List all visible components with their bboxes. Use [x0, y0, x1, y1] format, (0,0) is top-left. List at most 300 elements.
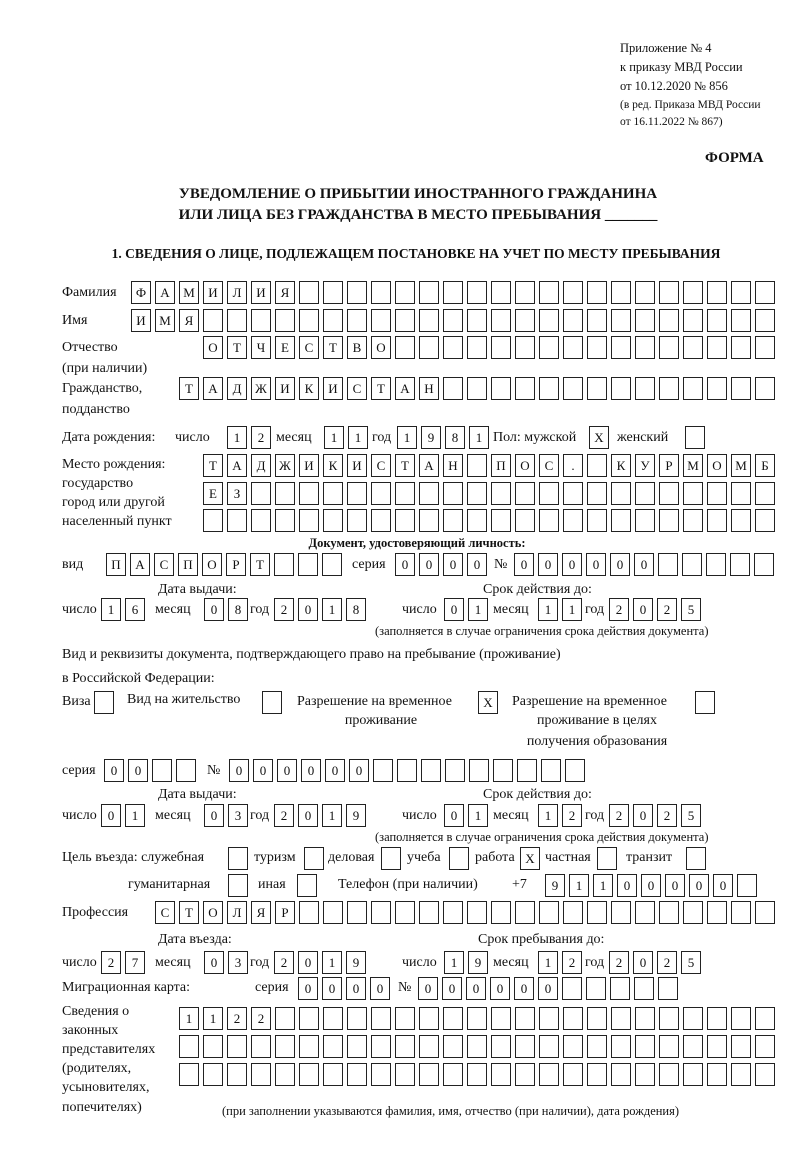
- char-cell[interactable]: [635, 377, 655, 400]
- char-cell[interactable]: [443, 1063, 463, 1086]
- char-cell[interactable]: [731, 1007, 751, 1030]
- checkbox-cell[interactable]: [686, 847, 706, 870]
- char-cell[interactable]: 0: [634, 553, 654, 576]
- char-cell[interactable]: [251, 1035, 271, 1058]
- char-cell[interactable]: [443, 482, 463, 505]
- char-cell[interactable]: 0: [349, 759, 369, 782]
- char-cell[interactable]: [707, 482, 727, 505]
- char-cell[interactable]: [659, 482, 679, 505]
- char-cell[interactable]: [419, 1063, 439, 1086]
- char-cell[interactable]: [587, 377, 607, 400]
- char-cell[interactable]: 0: [204, 804, 224, 827]
- char-cell[interactable]: [395, 336, 415, 359]
- char-cell[interactable]: 1: [468, 598, 488, 621]
- char-cell[interactable]: 1: [397, 426, 417, 449]
- char-cell[interactable]: [754, 553, 774, 576]
- char-cell[interactable]: [737, 874, 757, 897]
- char-cell[interactable]: А: [419, 454, 439, 477]
- char-cell[interactable]: 1: [101, 598, 121, 621]
- char-cell[interactable]: И: [347, 454, 367, 477]
- char-cell[interactable]: [683, 1007, 703, 1030]
- char-cell[interactable]: 0: [204, 598, 224, 621]
- char-cell[interactable]: 1: [538, 804, 558, 827]
- char-cell[interactable]: [707, 281, 727, 304]
- char-cell[interactable]: С: [371, 454, 391, 477]
- char-cell[interactable]: 0: [395, 553, 415, 576]
- char-cell[interactable]: 9: [346, 951, 366, 974]
- char-cell[interactable]: [611, 377, 631, 400]
- char-cell[interactable]: [515, 1007, 535, 1030]
- char-cell[interactable]: 2: [657, 598, 677, 621]
- char-cell[interactable]: 1: [562, 598, 582, 621]
- char-cell[interactable]: В: [347, 336, 367, 359]
- char-cell[interactable]: [493, 759, 513, 782]
- char-cell[interactable]: [587, 309, 607, 332]
- char-cell[interactable]: 1: [125, 804, 145, 827]
- char-cell[interactable]: [467, 336, 487, 359]
- char-cell[interactable]: [634, 977, 654, 1000]
- char-cell[interactable]: 2: [609, 598, 629, 621]
- char-cell[interactable]: Я: [275, 281, 295, 304]
- char-cell[interactable]: 1: [569, 874, 589, 897]
- char-cell[interactable]: 9: [346, 804, 366, 827]
- char-cell[interactable]: 1: [444, 951, 464, 974]
- char-cell[interactable]: 1: [322, 804, 342, 827]
- char-cell[interactable]: 0: [444, 598, 464, 621]
- char-cell[interactable]: [467, 1063, 487, 1086]
- char-cell[interactable]: [659, 1007, 679, 1030]
- char-cell[interactable]: А: [155, 281, 175, 304]
- char-cell[interactable]: [587, 1007, 607, 1030]
- char-cell[interactable]: 0: [633, 804, 653, 827]
- char-cell[interactable]: [395, 281, 415, 304]
- char-cell[interactable]: Л: [227, 901, 247, 924]
- char-cell[interactable]: 6: [125, 598, 145, 621]
- char-cell[interactable]: [587, 1035, 607, 1058]
- char-cell[interactable]: 0: [204, 951, 224, 974]
- char-cell[interactable]: [347, 1063, 367, 1086]
- char-cell[interactable]: Т: [203, 454, 223, 477]
- char-cell[interactable]: [275, 1007, 295, 1030]
- char-cell[interactable]: 0: [713, 874, 733, 897]
- char-cell[interactable]: [491, 1035, 511, 1058]
- char-cell[interactable]: 2: [101, 951, 121, 974]
- char-cell[interactable]: 0: [277, 759, 297, 782]
- char-cell[interactable]: 0: [301, 759, 321, 782]
- char-cell[interactable]: [373, 759, 393, 782]
- char-cell[interactable]: 8: [228, 598, 248, 621]
- char-cell[interactable]: [323, 1035, 343, 1058]
- char-cell[interactable]: [659, 1063, 679, 1086]
- char-cell[interactable]: У: [635, 454, 655, 477]
- char-cell[interactable]: 0: [322, 977, 342, 1000]
- char-cell[interactable]: [635, 336, 655, 359]
- char-cell[interactable]: 0: [128, 759, 148, 782]
- char-cell[interactable]: 0: [418, 977, 438, 1000]
- char-cell[interactable]: [730, 553, 750, 576]
- char-cell[interactable]: [515, 1035, 535, 1058]
- char-cell[interactable]: П: [106, 553, 126, 576]
- char-cell[interactable]: [227, 1035, 247, 1058]
- char-cell[interactable]: [491, 509, 511, 532]
- char-cell[interactable]: [611, 309, 631, 332]
- char-cell[interactable]: 5: [681, 804, 701, 827]
- char-cell[interactable]: [563, 1063, 583, 1086]
- char-cell[interactable]: [299, 1063, 319, 1086]
- char-cell[interactable]: 1: [322, 951, 342, 974]
- char-cell[interactable]: З: [227, 482, 247, 505]
- char-cell[interactable]: [395, 1063, 415, 1086]
- char-cell[interactable]: [395, 309, 415, 332]
- char-cell[interactable]: [706, 553, 726, 576]
- char-cell[interactable]: [563, 336, 583, 359]
- char-cell[interactable]: [275, 1035, 295, 1058]
- char-cell[interactable]: 0: [298, 977, 318, 1000]
- char-cell[interactable]: [298, 553, 318, 576]
- char-cell[interactable]: [467, 1035, 487, 1058]
- char-cell[interactable]: [347, 482, 367, 505]
- char-cell[interactable]: [635, 1063, 655, 1086]
- char-cell[interactable]: [467, 281, 487, 304]
- char-cell[interactable]: [539, 901, 559, 924]
- char-cell[interactable]: И: [299, 454, 319, 477]
- char-cell[interactable]: 2: [657, 804, 677, 827]
- char-cell[interactable]: [227, 309, 247, 332]
- char-cell[interactable]: С: [154, 553, 174, 576]
- char-cell[interactable]: [515, 336, 535, 359]
- char-cell[interactable]: [539, 336, 559, 359]
- char-cell[interactable]: [515, 309, 535, 332]
- char-cell[interactable]: [755, 509, 775, 532]
- char-cell[interactable]: [323, 1063, 343, 1086]
- char-cell[interactable]: И: [323, 377, 343, 400]
- char-cell[interactable]: 0: [325, 759, 345, 782]
- char-cell[interactable]: [347, 281, 367, 304]
- char-cell[interactable]: 1: [324, 426, 344, 449]
- char-cell[interactable]: О: [203, 336, 223, 359]
- char-cell[interactable]: М: [683, 454, 703, 477]
- checkbox-cell[interactable]: [685, 426, 705, 449]
- char-cell[interactable]: [299, 482, 319, 505]
- char-cell[interactable]: [611, 1007, 631, 1030]
- char-cell[interactable]: 0: [610, 553, 630, 576]
- char-cell[interactable]: 0: [443, 553, 463, 576]
- char-cell[interactable]: А: [203, 377, 223, 400]
- char-cell[interactable]: [443, 1035, 463, 1058]
- char-cell[interactable]: О: [202, 553, 222, 576]
- char-cell[interactable]: 1: [322, 598, 342, 621]
- char-cell[interactable]: [467, 1007, 487, 1030]
- char-cell[interactable]: [659, 901, 679, 924]
- char-cell[interactable]: К: [611, 454, 631, 477]
- char-cell[interactable]: 0: [298, 598, 318, 621]
- char-cell[interactable]: 9: [468, 951, 488, 974]
- checkbox-cell[interactable]: X: [589, 426, 609, 449]
- char-cell[interactable]: 0: [633, 598, 653, 621]
- char-cell[interactable]: Т: [227, 336, 247, 359]
- char-cell[interactable]: [707, 509, 727, 532]
- char-cell[interactable]: [443, 281, 463, 304]
- char-cell[interactable]: [515, 901, 535, 924]
- char-cell[interactable]: [397, 759, 417, 782]
- char-cell[interactable]: [563, 1035, 583, 1058]
- char-cell[interactable]: 9: [545, 874, 565, 897]
- char-cell[interactable]: [517, 759, 537, 782]
- char-cell[interactable]: [491, 377, 511, 400]
- char-cell[interactable]: К: [323, 454, 343, 477]
- char-cell[interactable]: [203, 1035, 223, 1058]
- checkbox-cell[interactable]: [695, 691, 715, 714]
- char-cell[interactable]: 9: [421, 426, 441, 449]
- char-cell[interactable]: [491, 336, 511, 359]
- char-cell[interactable]: [323, 309, 343, 332]
- char-cell[interactable]: [635, 1035, 655, 1058]
- char-cell[interactable]: [491, 1007, 511, 1030]
- char-cell[interactable]: Т: [395, 454, 415, 477]
- char-cell[interactable]: П: [178, 553, 198, 576]
- checkbox-cell[interactable]: X: [520, 847, 540, 870]
- char-cell[interactable]: А: [227, 454, 247, 477]
- char-cell[interactable]: [659, 309, 679, 332]
- char-cell[interactable]: [562, 977, 582, 1000]
- char-cell[interactable]: [515, 281, 535, 304]
- char-cell[interactable]: 1: [179, 1007, 199, 1030]
- char-cell[interactable]: [755, 901, 775, 924]
- char-cell[interactable]: [635, 482, 655, 505]
- char-cell[interactable]: [659, 377, 679, 400]
- checkbox-cell[interactable]: [381, 847, 401, 870]
- char-cell[interactable]: [731, 377, 751, 400]
- char-cell[interactable]: [683, 336, 703, 359]
- char-cell[interactable]: 0: [101, 804, 121, 827]
- char-cell[interactable]: Т: [179, 377, 199, 400]
- checkbox-cell[interactable]: [304, 847, 324, 870]
- char-cell[interactable]: 0: [229, 759, 249, 782]
- char-cell[interactable]: [683, 1063, 703, 1086]
- char-cell[interactable]: 0: [538, 553, 558, 576]
- char-cell[interactable]: [635, 281, 655, 304]
- char-cell[interactable]: 8: [445, 426, 465, 449]
- char-cell[interactable]: [659, 1035, 679, 1058]
- char-cell[interactable]: [539, 1007, 559, 1030]
- char-cell[interactable]: [227, 509, 247, 532]
- char-cell[interactable]: 0: [467, 553, 487, 576]
- char-cell[interactable]: [611, 1035, 631, 1058]
- char-cell[interactable]: Т: [250, 553, 270, 576]
- char-cell[interactable]: [707, 336, 727, 359]
- char-cell[interactable]: [419, 509, 439, 532]
- char-cell[interactable]: [683, 377, 703, 400]
- char-cell[interactable]: [347, 1035, 367, 1058]
- char-cell[interactable]: [541, 759, 561, 782]
- char-cell[interactable]: 0: [490, 977, 510, 1000]
- char-cell[interactable]: 2: [657, 951, 677, 974]
- char-cell[interactable]: 2: [609, 951, 629, 974]
- char-cell[interactable]: [323, 901, 343, 924]
- char-cell[interactable]: [731, 1063, 751, 1086]
- char-cell[interactable]: [731, 281, 751, 304]
- char-cell[interactable]: [491, 482, 511, 505]
- char-cell[interactable]: Я: [179, 309, 199, 332]
- char-cell[interactable]: 7: [125, 951, 145, 974]
- char-cell[interactable]: [419, 482, 439, 505]
- char-cell[interactable]: [274, 553, 294, 576]
- char-cell[interactable]: [371, 281, 391, 304]
- char-cell[interactable]: [731, 482, 751, 505]
- char-cell[interactable]: [371, 1035, 391, 1058]
- char-cell[interactable]: [443, 509, 463, 532]
- char-cell[interactable]: 0: [514, 553, 534, 576]
- char-cell[interactable]: И: [275, 377, 295, 400]
- char-cell[interactable]: [443, 377, 463, 400]
- char-cell[interactable]: [491, 281, 511, 304]
- char-cell[interactable]: [635, 509, 655, 532]
- char-cell[interactable]: Д: [227, 377, 247, 400]
- char-cell[interactable]: Т: [323, 336, 343, 359]
- char-cell[interactable]: [323, 482, 343, 505]
- char-cell[interactable]: [563, 482, 583, 505]
- char-cell[interactable]: 2: [274, 598, 294, 621]
- checkbox-cell[interactable]: [262, 691, 282, 714]
- char-cell[interactable]: [611, 901, 631, 924]
- char-cell[interactable]: О: [371, 336, 391, 359]
- char-cell[interactable]: [371, 482, 391, 505]
- char-cell[interactable]: .: [563, 454, 583, 477]
- char-cell[interactable]: [491, 901, 511, 924]
- char-cell[interactable]: [323, 1007, 343, 1030]
- char-cell[interactable]: [152, 759, 172, 782]
- char-cell[interactable]: С: [347, 377, 367, 400]
- char-cell[interactable]: С: [539, 454, 559, 477]
- char-cell[interactable]: [683, 901, 703, 924]
- char-cell[interactable]: [395, 482, 415, 505]
- char-cell[interactable]: [611, 336, 631, 359]
- checkbox-cell[interactable]: [228, 874, 248, 897]
- char-cell[interactable]: Я: [251, 901, 271, 924]
- char-cell[interactable]: 0: [253, 759, 273, 782]
- char-cell[interactable]: [635, 901, 655, 924]
- char-cell[interactable]: 2: [251, 1007, 271, 1030]
- char-cell[interactable]: [251, 509, 271, 532]
- char-cell[interactable]: [563, 281, 583, 304]
- char-cell[interactable]: [299, 901, 319, 924]
- char-cell[interactable]: [515, 482, 535, 505]
- char-cell[interactable]: [587, 901, 607, 924]
- char-cell[interactable]: [539, 1035, 559, 1058]
- char-cell[interactable]: [299, 509, 319, 532]
- char-cell[interactable]: 5: [681, 598, 701, 621]
- char-cell[interactable]: Е: [275, 336, 295, 359]
- char-cell[interactable]: [659, 509, 679, 532]
- char-cell[interactable]: [683, 509, 703, 532]
- char-cell[interactable]: [755, 377, 775, 400]
- char-cell[interactable]: [611, 482, 631, 505]
- char-cell[interactable]: [731, 509, 751, 532]
- char-cell[interactable]: [299, 309, 319, 332]
- char-cell[interactable]: 0: [466, 977, 486, 1000]
- char-cell[interactable]: [539, 377, 559, 400]
- char-cell[interactable]: [563, 1007, 583, 1030]
- char-cell[interactable]: [275, 1063, 295, 1086]
- char-cell[interactable]: [251, 1063, 271, 1086]
- char-cell[interactable]: [755, 309, 775, 332]
- char-cell[interactable]: [323, 281, 343, 304]
- char-cell[interactable]: Ч: [251, 336, 271, 359]
- char-cell[interactable]: [419, 901, 439, 924]
- char-cell[interactable]: [443, 336, 463, 359]
- char-cell[interactable]: [755, 281, 775, 304]
- char-cell[interactable]: [322, 553, 342, 576]
- char-cell[interactable]: [587, 336, 607, 359]
- char-cell[interactable]: [683, 482, 703, 505]
- char-cell[interactable]: 2: [609, 804, 629, 827]
- char-cell[interactable]: [658, 977, 678, 1000]
- checkbox-cell[interactable]: [228, 847, 248, 870]
- char-cell[interactable]: [587, 482, 607, 505]
- char-cell[interactable]: И: [131, 309, 151, 332]
- char-cell[interactable]: [611, 1063, 631, 1086]
- char-cell[interactable]: О: [203, 901, 223, 924]
- char-cell[interactable]: Т: [371, 377, 391, 400]
- char-cell[interactable]: [515, 377, 535, 400]
- char-cell[interactable]: [539, 309, 559, 332]
- char-cell[interactable]: С: [155, 901, 175, 924]
- char-cell[interactable]: 0: [514, 977, 534, 1000]
- char-cell[interactable]: К: [299, 377, 319, 400]
- char-cell[interactable]: [707, 1007, 727, 1030]
- char-cell[interactable]: [731, 1035, 751, 1058]
- char-cell[interactable]: [539, 1063, 559, 1086]
- char-cell[interactable]: 0: [689, 874, 709, 897]
- char-cell[interactable]: [299, 281, 319, 304]
- char-cell[interactable]: 0: [538, 977, 558, 1000]
- char-cell[interactable]: [467, 509, 487, 532]
- char-cell[interactable]: Ж: [251, 377, 271, 400]
- char-cell[interactable]: [563, 309, 583, 332]
- char-cell[interactable]: 0: [370, 977, 390, 1000]
- char-cell[interactable]: [731, 336, 751, 359]
- char-cell[interactable]: [443, 309, 463, 332]
- char-cell[interactable]: М: [155, 309, 175, 332]
- char-cell[interactable]: 1: [227, 426, 247, 449]
- char-cell[interactable]: 0: [665, 874, 685, 897]
- char-cell[interactable]: [251, 309, 271, 332]
- char-cell[interactable]: [755, 336, 775, 359]
- checkbox-cell[interactable]: [94, 691, 114, 714]
- char-cell[interactable]: [635, 309, 655, 332]
- char-cell[interactable]: Ж: [275, 454, 295, 477]
- char-cell[interactable]: [347, 901, 367, 924]
- char-cell[interactable]: [203, 509, 223, 532]
- char-cell[interactable]: Д: [251, 454, 271, 477]
- char-cell[interactable]: 1: [469, 426, 489, 449]
- char-cell[interactable]: [467, 454, 487, 477]
- char-cell[interactable]: [515, 509, 535, 532]
- char-cell[interactable]: 8: [346, 598, 366, 621]
- char-cell[interactable]: [299, 1035, 319, 1058]
- char-cell[interactable]: 0: [298, 951, 318, 974]
- char-cell[interactable]: С: [299, 336, 319, 359]
- char-cell[interactable]: [755, 1063, 775, 1086]
- char-cell[interactable]: 2: [562, 951, 582, 974]
- char-cell[interactable]: 0: [298, 804, 318, 827]
- char-cell[interactable]: [515, 1063, 535, 1086]
- char-cell[interactable]: [203, 309, 223, 332]
- char-cell[interactable]: [347, 309, 367, 332]
- char-cell[interactable]: Ф: [131, 281, 151, 304]
- char-cell[interactable]: [371, 309, 391, 332]
- char-cell[interactable]: [179, 1035, 199, 1058]
